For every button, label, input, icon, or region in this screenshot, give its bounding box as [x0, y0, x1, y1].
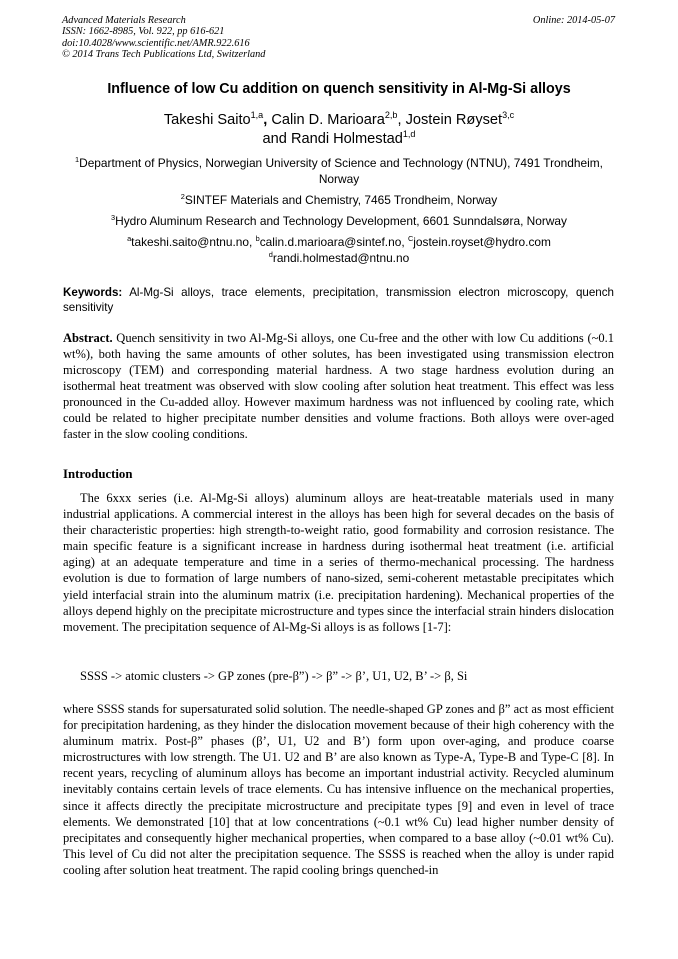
affiliation-superscript: 2: [180, 192, 185, 202]
email-address: takeshi.saito@ntnu.no,: [131, 235, 256, 249]
copyright-line: © 2014 Trans Tech Publications Ltd, Switzerland: [62, 49, 266, 61]
email-superscript: C: [407, 234, 414, 244]
keywords: [63, 285, 614, 315]
author-superscript: 1,d: [402, 129, 416, 140]
keywords-label: Keywords:: [63, 286, 123, 299]
author-list: [60, 111, 618, 149]
affiliation-superscript: 3: [111, 213, 116, 223]
email-superscript: d: [268, 249, 273, 259]
section-heading-introduction: Introduction: [63, 467, 133, 481]
email-superscript: b: [255, 234, 260, 244]
journal-name: Advanced Materials Research: [62, 15, 186, 26]
email-superscript: a: [127, 234, 132, 244]
paper-title: Influence of low Cu addition on quench sensitivity in Al-Mg-Si alloys: [107, 81, 571, 97]
affiliation-superscript: 1: [75, 155, 80, 165]
affiliation-1: [70, 156, 608, 187]
author-name: Jostein Røyset: [405, 112, 503, 128]
email-address: jostein.royset@hydro.com: [413, 235, 551, 249]
keywords-text: Al-Mg-Si alloys, trace elements, precipitation, transmission electron microscopy, quench sensitivity: [63, 286, 614, 314]
email-list: [70, 235, 608, 266]
author-conjunction: and: [262, 131, 291, 147]
doi-line: doi:10.4028/www.scientific.net/AMR.922.616: [62, 37, 250, 49]
abstract: [63, 330, 614, 442]
affiliation-text: Department of Physics, Norwegian University of Science and Technology (NTNU), 7491 Trondheim, Norway: [79, 156, 603, 186]
paragraph-2: where SSSS stands for supersaturated solid solution. The needle-shaped GP zones and β” act as most efficient for precipitation hardening, as they hinder the dislocation movement because of their high coherency with the aluminum matrix. Post-β” phases (β’, U1, U2 and B’) form upon over-aging, and produce coarse microstructures with low strength. The U1. U2 and B’ are also known as Type-A, Type-B and Type-C [8]. In recent years, recycling of aluminum alloys has become an important industrial activity. Recycled aluminum inevitably contains certain levels of trace elements. Cu has intensive influence on the mechanical properties, since it affects directly the precipitate microstructure and precipitate types [9] and even in level of trace elements. We demonstrated [10] that at low concentrations (~0.1 wt% Cu) lead higher number density of precipitates and consequently higher mechanical properties, when compared to a base alloy (~0.01 wt% Cu). This level of Cu did not alter the precipitation sequence. The SSSS is reached when the alloy is under rapid cooling after solution heat treatment. The rapid cooling brings quenched-in: [63, 702, 614, 877]
precipitation-sequence: SSSS -> atomic clusters -> GP zones (pre-β”) -> β” -> β’, U1, U2, B’ -> β, Si: [80, 669, 468, 683]
paragraph-1: The 6xxx series (i.e. Al-Mg-Si alloys) aluminum alloys are heat-treatable materials used in many industrial applications. A commercial interest in the alloys has been high for several decades on the basis of their characteristic properties: high strength-to-weight ratio, good formability and corrosion resistance. The main specific feature is a significant increase in hardness during isothermal heat treatment (i.e. artificial aging) at an adequate temperature and time in a series of thermo-mechanical processing. The hardness evolution is due to formation of large numbers of nano-sized, semi-coherent metastable precipitates which yield interfacial strain into the aluminum matrix (i.e. precipitation hardening). Mechanical properties of the alloys depend highly on the precipitate microstructure and types since the interfacial strain hinders dislocation movement. The precipitation sequence of Al-Mg-Si alloys is as follows [1-7]:: [63, 491, 614, 634]
author-superscript: 2,b: [384, 110, 398, 121]
email-address: calin.d.marioara@sintef.no,: [259, 235, 408, 249]
affiliation-text: Hydro Aluminum Research and Technology Development, 6601 Sunndalsøra, Norway: [115, 214, 567, 228]
affiliation-3: [70, 214, 608, 230]
author-name: Takeshi Saito: [163, 112, 251, 128]
author-superscript: 1,a: [250, 110, 264, 121]
author-name: Randi Holmestad: [290, 131, 403, 147]
author-superscript: 3,c: [502, 110, 515, 121]
affiliation-text: SINTEF Materials and Chemistry, 7465 Trondheim, Norway: [184, 193, 498, 207]
abstract-label: Abstract.: [63, 331, 113, 345]
email-address: randi.holmestad@ntnu.no: [272, 250, 410, 265]
issn-line: ISSN: 1662-8985, Vol. 922, pp 616-621: [62, 26, 225, 38]
journal-header: [62, 15, 265, 61]
author-separator: ,: [397, 112, 406, 128]
abstract-text: Quench sensitivity in two Al-Mg-Si alloys, one Cu-free and the other with low Cu additions (~0.1 wt%), both having the same amounts of other solutes, has been investigated using transmission electron microscopy (TEM) and corresponding material hardness. A two stage hardness evolution during an isothermal heat treatment was observed with slow cooling after solution heat treatment. This effect was less pronounced in the Cu-added alloy. However maximum hardness was not influenced by cooling rate, which could be related to higher precipitate number densities and volume fractions. Both alloys were over-aged faster in the slow cooling conditions.: [63, 331, 614, 441]
author-separator: ,: [263, 112, 268, 128]
affiliation-2: [70, 193, 608, 209]
online-date: Online: 2014-05-07: [532, 15, 615, 26]
author-name: Calin D. Marioara: [271, 112, 385, 128]
